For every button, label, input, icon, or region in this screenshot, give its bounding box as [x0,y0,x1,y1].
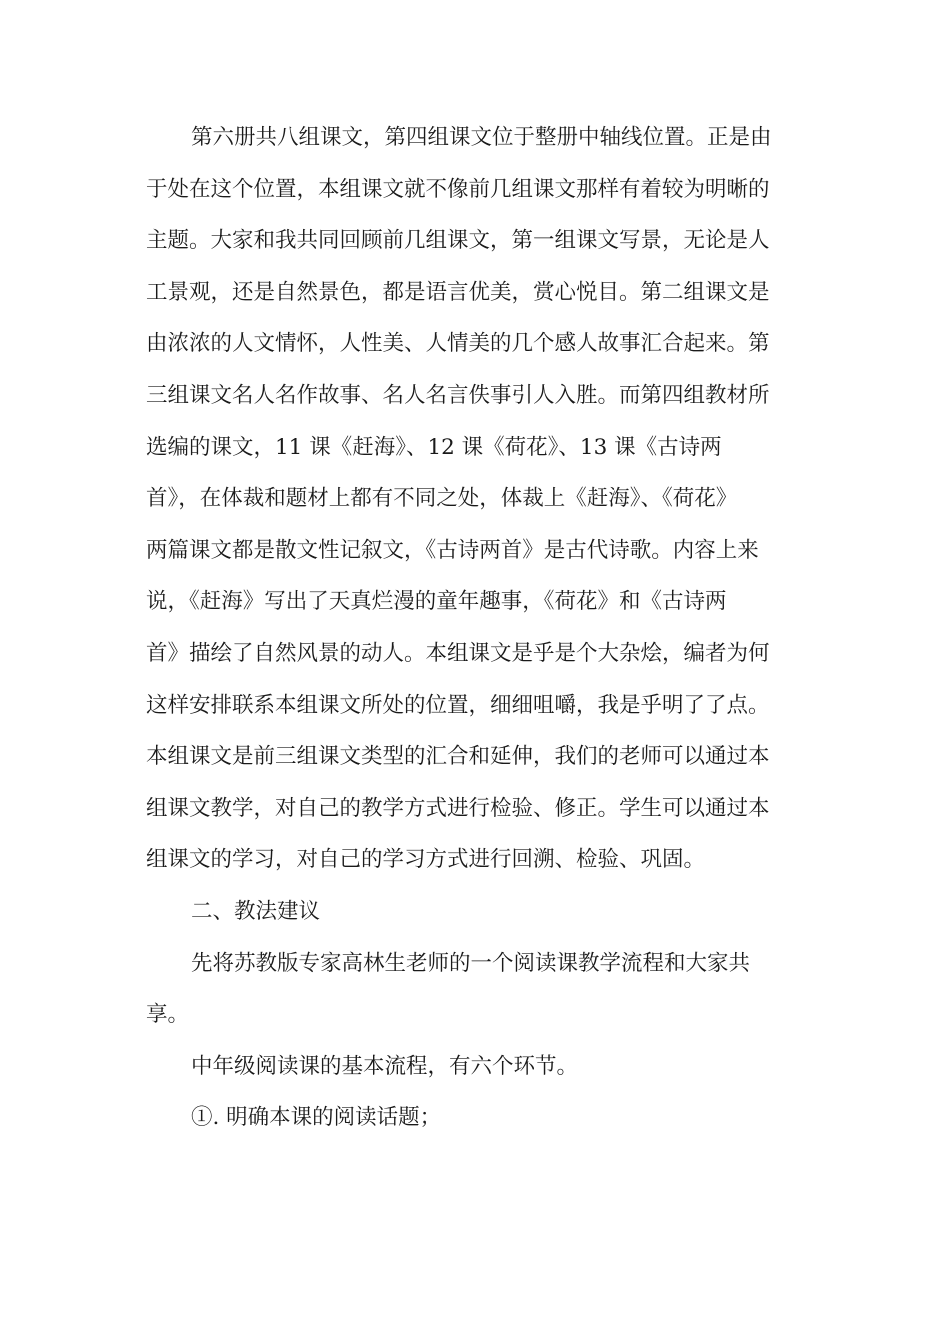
text-line: 这样安排联系本组课文所处的位置，细细咀嚼，我是乎明了了点。 [146,692,770,718]
text-line: 主题。大家和我共同回顾前几组课文，第一组课文写景，无论是人 [146,228,770,254]
section-heading: 二、教法建议 [191,898,321,924]
text-line: 首》描绘了自然风景的动人。本组课文是乎是个大杂烩，编者为何 [146,640,770,666]
text-line: 三组课文名人名作故事、名人名言佚事引人入胜。而第四组教材所 [146,382,770,408]
paragraph-share [146,938,798,1041]
text-line: 组课文教学，对自己的教学方式进行检验、修正。学生可以通过本 [146,795,770,821]
text-line: 说，《赶海》写出了天真烂漫的童年趣事，《荷花》和《古诗两 [146,589,727,615]
text-line: 先将苏教版专家高林生老师的一个阅读课教学流程和大家共 [191,950,751,976]
text-line: 第六册共八组课文，第四组课文位于整册中轴线位置。正是由 [191,125,772,150]
document-body [146,112,798,1144]
text-line: 由浓浓的人文情怀，人性美、人情美的几个感人故事汇合起来。第 [146,331,770,357]
paragraph-intro [146,112,798,886]
text-line: 选编的课文，11 课《赶海》、12 课《荷花》、13 课《古诗两 [146,434,722,460]
text-line: 于处在这个位置，本组课文就不像前几组课文那样有着较为明晰的 [146,176,770,202]
text-line: 两篇课文都是散文性记叙文，《古诗两首》是古代诗歌。内容上来 [146,537,759,563]
text-line: 本组课文是前三组课文类型的汇合和延伸，我们的老师可以通过本 [146,744,770,770]
text-line: 工景观，还是自然景色，都是语言优美，赏心悦目。第二组课文是 [146,279,770,305]
text-line: 组课文的学习，对自己的学习方式进行回溯、检验、巩固。 [146,847,706,873]
text-line: 享。 [146,1002,190,1028]
list-item-1: ①. 明确本课的阅读话题； [191,1105,442,1131]
text-line: 首》，在体裁和题材上都有不同之处，体裁上《赶海》、《荷花》 [146,486,738,512]
paragraph-flow: 中年级阅读课的基本流程，有六个环节。 [191,1053,579,1079]
